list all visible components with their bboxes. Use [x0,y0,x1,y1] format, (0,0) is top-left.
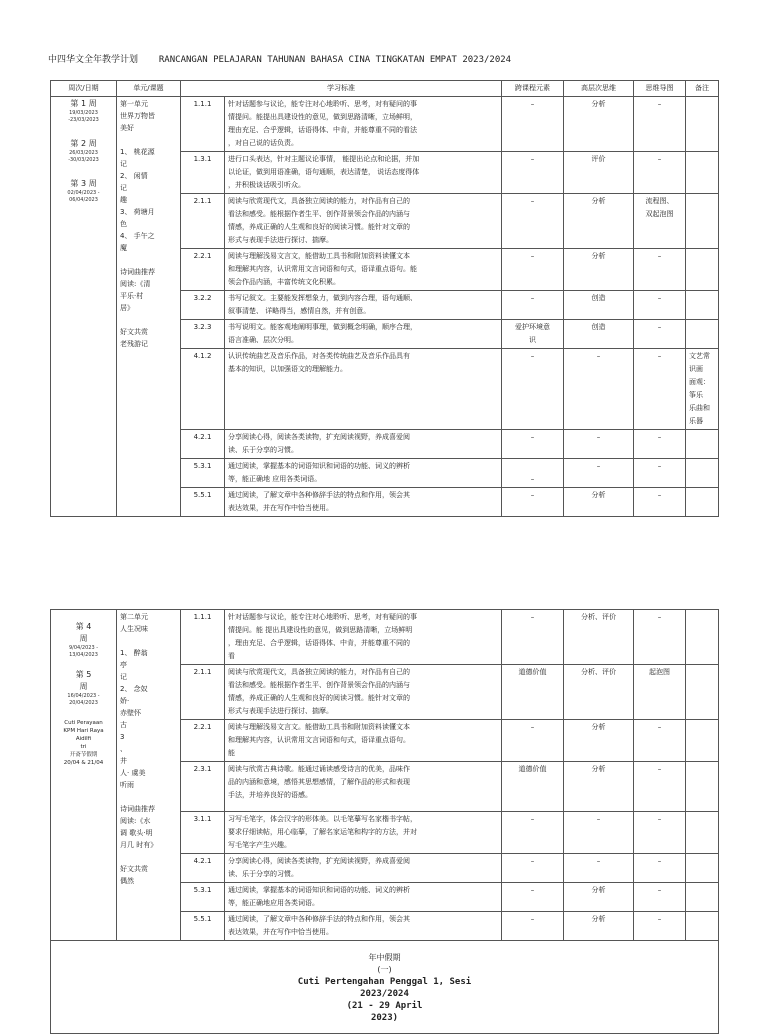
hots: 创造 [564,320,634,349]
week-dates: 16/04/2023 - 20/04/2023 [67,693,100,706]
standard-text: 通过阅读，掌握基本的词语知识和词语的功能、词义的辨析 等，能正确地 应用各类词语。 [225,459,502,488]
cross-element: – [502,720,564,762]
thinking-map: – [634,720,686,762]
note [686,762,719,812]
thinking-map: – [634,152,686,194]
standard-code: 1.3.1 [181,152,225,194]
holiday-title: 年中假期 [368,953,401,962]
thinking-map: – [634,812,686,854]
cross-element: – [502,349,564,430]
cross-element: 爱护环境意 识 [502,320,564,349]
cross-element: – [502,812,564,854]
cross-element: – [502,610,564,665]
hots: 分析 [564,194,634,249]
standard-code: 5.5.1 [181,488,225,517]
thinking-map: – [634,610,686,665]
holiday-line4: 2023) [370,1013,399,1023]
standard-text: 针对话题参与议论，能专注对心地聆听、思考，对有疑问的事 情提问。能 提出具建设性的意见，做到思路清晰，立场鲜明 ，理由充足、合乎逻辑，话语得体、中肯，并能尊重不同的 看 [225,610,502,665]
standard-code: 1.1.1 [181,610,225,665]
cross-element: – [502,249,564,291]
hots: 分析 [564,883,634,912]
thinking-map: – [634,762,686,812]
thinking-map: – [634,430,686,459]
standard-code: 3.1.1 [181,812,225,854]
standard-text: 进行口头表达，针对主题议论事情， 能提出论点和论据，并加 以论证，做到用语准确，语句通顺，表达清楚， 说话态度得体 ，并积极谈话吸引听众。 [225,152,502,194]
standard-text: 阅读与欣赏现代文，具备独立阅读的能力，对作品有自己的 看法和感受。能根据作者生平、创作背景领会作品的内涵与 情感，养成正确的人生观和良好的阅读习惯。能针对文章的 形式与表现手法进行探讨、揣摩。 [225,194,502,249]
standard-text: 通过阅读，了解文章中各种修辞手法的特点和作用，领会其 表达效果，并在写作中恰当使用。 [225,488,502,517]
unit-cell: 第一单元 世界万物皆 美好 1、 桃花源 记 2、 闲情 记 趣 3、 荷塘月 色 4、 手午之 魔 诗词曲推荐 阅读:《清 平乐·村 居》 好文共赏 老残游记 [117,97,181,517]
thinking-map: – [634,912,686,941]
hots: 分析 [564,488,634,517]
hots: 分析、评价 [564,610,634,665]
hots: 创造 [564,291,634,320]
standard-text: 通过阅读，掌握基本的词语知识和词语的功能、词义的辨析 等，能正确地应用各类词语。 [225,883,502,912]
note [686,610,719,665]
note [686,430,719,459]
standard-code: 5.3.1 [181,459,225,488]
cross-element: – [502,194,564,249]
note [686,854,719,883]
table-row [51,97,719,152]
col-week-date: 周次/日期 [51,81,117,97]
standard-text: 分享阅读心得，阅读各类读物，扩充阅读视野，养成喜爱阅 读、乐于分享的习惯。 [225,854,502,883]
week-cell [51,97,117,517]
header-en-title: RANCANGAN PELAJARAN TAHUNAN BAHASA CINA TINGKATAN EMPAT 2023/2024 [158,55,512,65]
hots: – [564,854,634,883]
standard-text: 针对话题参与议论，能专注对心地聆听、思考，对有疑问的事 情提问。能提出具建设性的意见，做到思路清晰，立场鲜明， 理由充足、合乎逻辑，话语得体、中肯，并能尊重不同的看法 ，对自己说的话负责。 [225,97,502,152]
thinking-map: – [634,249,686,291]
standard-code: 3.2.3 [181,320,225,349]
col-standard: 学习标准 [181,81,502,97]
standard-text: 分享阅读心得，阅读各类读物，扩充阅读视野，养成喜爱阅 读、乐于分享的习惯。 [225,430,502,459]
standard-text: 认识传统曲艺及音乐作品，对各类传统曲艺及音乐作品具有 基本的知识，以加强语文的理解能力。 [225,349,502,430]
hots: 分析 [564,720,634,762]
hots: 分析、评价 [564,665,634,720]
week-label: 第 4 周 [75,622,92,643]
week-dates: 9/04/2023 - 13/04/2023 [68,645,99,658]
standard-text: 阅读与欣赏现代文，具备独立阅读的能力，对作品有自己的 看法和感受。能根据作者生平、创作背景领会作品的内涵与 情感，养成正确的人生观和良好的阅读习惯。能针对文章的 形式与表现手法进行探讨、揣摩。 [225,665,502,720]
hots: 分析 [564,762,634,812]
cross-element: – [502,430,564,459]
note [686,665,719,720]
standard-code: 2.2.1 [181,249,225,291]
note [686,488,719,517]
note: 文艺常识画 面观：筝乐 乐曲和乐器 [686,349,719,430]
hots: – [564,349,634,430]
cross-element: – [502,152,564,194]
standard-code: 2.2.1 [181,720,225,762]
table-row [51,610,719,665]
thinking-map: – [634,883,686,912]
col-unit: 单元/课题 [117,81,181,97]
thinking-map: 起泡图 [634,665,686,720]
holiday-sub: (一) [377,965,392,974]
standard-code: 5.5.1 [181,912,225,941]
cross-element: – [502,854,564,883]
cross-element: – [502,291,564,320]
week-dates: 02/04/2023 - 06/04/2023 [67,190,100,203]
hots: 分析 [564,97,634,152]
standard-code: 4.1.2 [181,349,225,430]
standard-text: 习写毛笔字，体会汉字的形体美。以毛笔摹写名家楷书字帖， 要求仔细读帖，用心临摹，了解名家运笔和构字的方法，并对 写毛笔字产生兴趣。 [225,812,502,854]
note [686,883,719,912]
thinking-map: – [634,459,686,488]
note [686,291,719,320]
week-dates: 26/03/2023 -30/03/2023 [68,150,99,163]
thinking-map: 流程图、 双起泡图 [634,194,686,249]
cross-element: – [502,488,564,517]
standard-code: 2.1.1 [181,194,225,249]
cross-element: 道德价值 [502,665,564,720]
standard-text: 书写说明文。能客观地阐明事理，做到概念明确，顺序合理， 语言准确、层次分明。 [225,320,502,349]
standard-text: 阅读与理解浅易文言文。能借助工具书和附加资料读懂文本 和理解其内容，认识常用文言词语和句式，语译重点语句。 能 [225,720,502,762]
week-label: 第 1 周 [70,99,97,108]
hots: 分析 [564,249,634,291]
holiday-line1: Cuti Pertengahan Penggal 1, Sesi [297,977,472,987]
standard-code: 3.2.2 [181,291,225,320]
note [686,459,719,488]
standard-code: 2.1.1 [181,665,225,720]
thinking-map: – [634,97,686,152]
note [686,912,719,941]
holiday-line3: (21 - 29 April [346,1001,423,1011]
document-header [48,52,511,65]
standard-code: 4.2.1 [181,430,225,459]
holiday-line2: 2023/2024 [360,989,409,999]
note [686,152,719,194]
standard-code: 4.2.1 [181,854,225,883]
cross-element: 道德价值 [502,762,564,812]
header-zh-title: 中四华文全年教学计划 [48,55,139,65]
week-label: 第 5 周 [75,670,92,691]
hots: – [564,430,634,459]
hots: – [564,812,634,854]
hots: 分析 [564,912,634,941]
col-hots: 高层次思维 [564,81,634,97]
note [686,320,719,349]
note [686,720,719,762]
holiday-note: Cuti Perayaan KPM Hari Raya Aidilfi tri 开斋节假期 20/04 & 21/04 [63,720,104,766]
cross-element: – [502,459,564,488]
col-map: 思维导图 [634,81,686,97]
week-label: 第 2 周 [70,139,97,148]
note [686,194,719,249]
week-dates: 19/03/2023 -23/03/2023 [68,110,99,123]
standard-code: 2.3.1 [181,762,225,812]
note [686,97,719,152]
thinking-map: – [634,291,686,320]
week-cell [51,610,117,941]
thinking-map: – [634,320,686,349]
note [686,249,719,291]
cross-element: – [502,912,564,941]
col-note: 备注 [686,81,719,97]
note [686,812,719,854]
cross-element: – [502,883,564,912]
thinking-map: – [634,854,686,883]
standard-text: 阅读与理解浅易文言文，能借助工具书和附加资料读懂文本 和理解其内容，认识常用文言词语和句式，语译重点语句。能 领会作品内涵，丰富传统文化积累。 [225,249,502,291]
standard-text: 书写记叙文。主要能发挥想象力，做到内容合理，语句通顺、 叙事清楚、 详略得当，感情自然，并有创意。 [225,291,502,320]
standard-text: 通过阅读，了解文章中各种修辞手法的特点和作用，领会其 表达效果，并在写作中恰当使用。 [225,912,502,941]
thinking-map: – [634,488,686,517]
plan-table-1 [50,80,719,517]
plan-table-2 [50,609,719,1034]
standard-code: 1.1.1 [181,97,225,152]
standard-text: 阅读与欣赏古典诗歌。能通过诵读感受诗言的优美，品味作 品的内涵和意境，感悟其思想感情，了解作品的形式和表现 手法，并培养良好的语感。 [225,762,502,812]
holiday-row [51,941,719,1034]
cross-element: – [502,97,564,152]
week-label: 第 3 周 [70,179,97,188]
thinking-map: – [634,349,686,430]
col-cross: 跨课程元素 [502,81,564,97]
unit-cell: 第二单元 人生况味 1、 醉翁 亭 记 2、 念奴 娇· 赤壁怀 古 3 、 井 人· 虞美 听雨 诗词曲推荐 阅读:《水 调 歌头·明 月几 时有》 好文共赏 偶然 [117,610,181,941]
holiday-cell [51,941,719,1034]
hots: 评价 [564,152,634,194]
hots: – [564,459,634,488]
table-header-row [51,81,719,97]
standard-code: 5.3.1 [181,883,225,912]
